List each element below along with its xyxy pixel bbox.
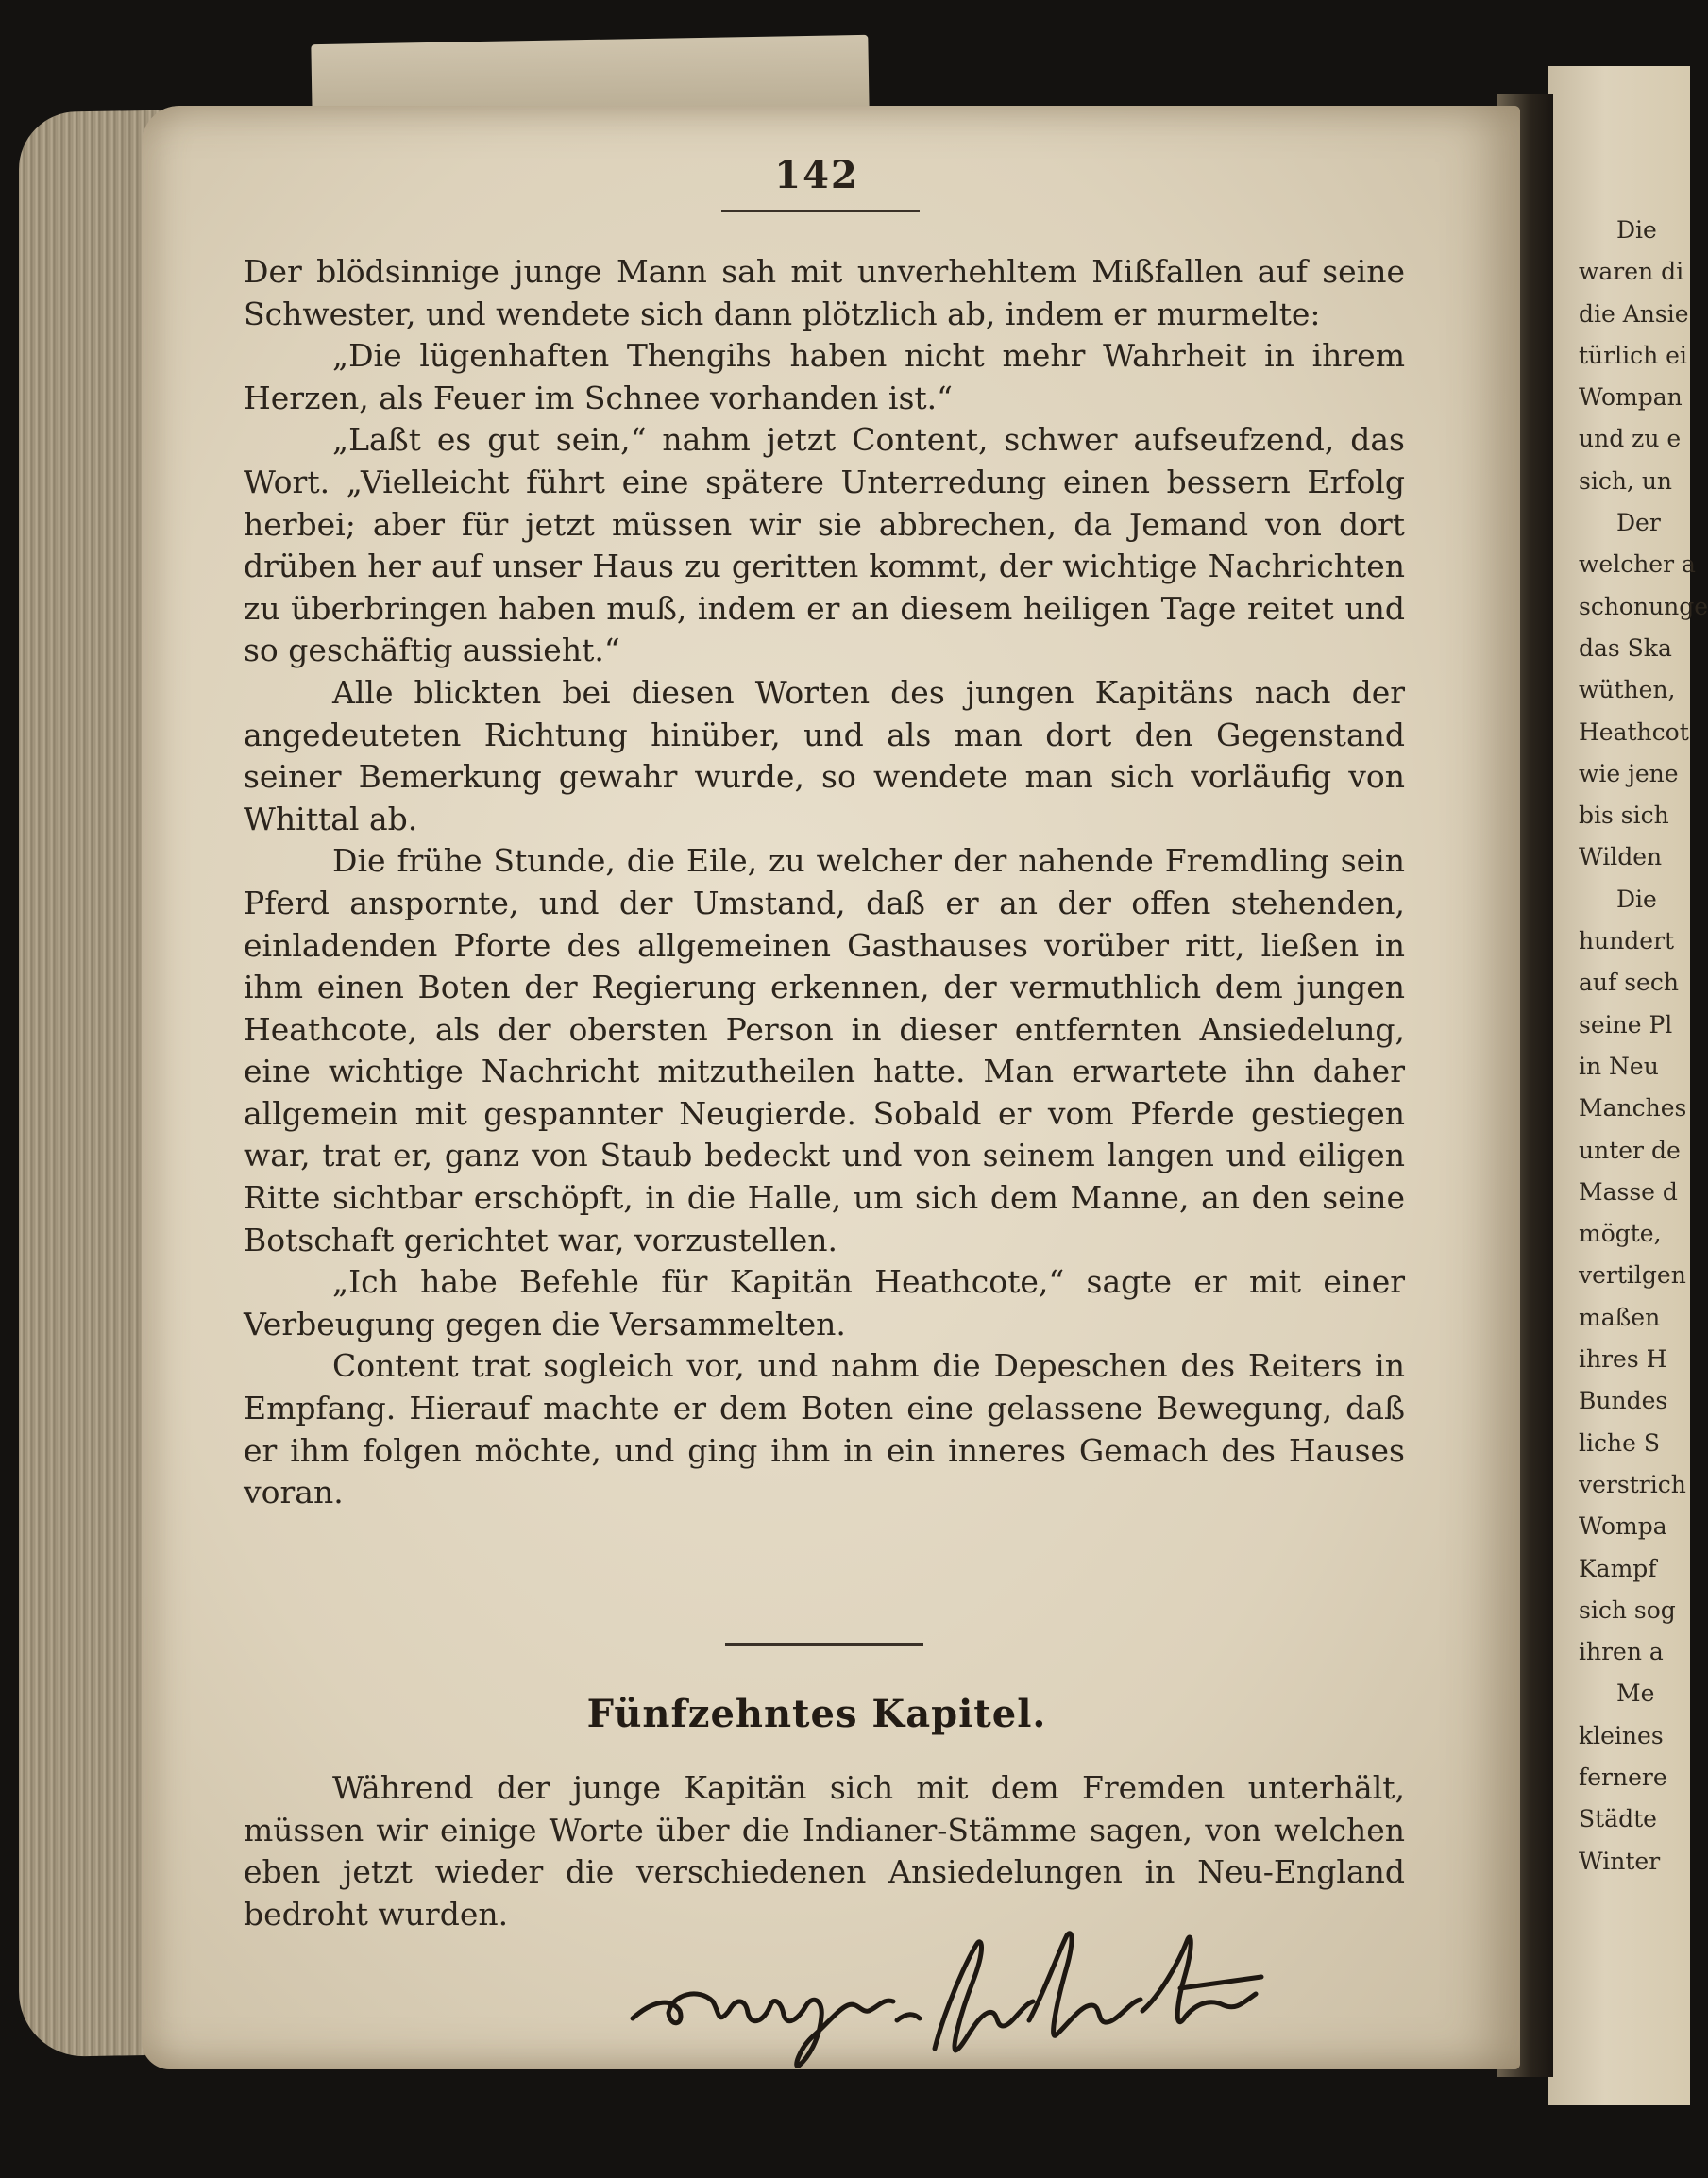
right-line: waren di [1579,258,1684,286]
chapter-title: Fünfzehntes Kapitel. [586,1692,1047,1736]
body-text [244,251,1405,1514]
paragraph: Content trat sogleich vor, und nahm die Depeschen des Reiters in Empfang. Hierauf machte er dem Boten eine gelassene Bewegung, daß er ihm folgen möchte, und ging ihm in ein inneres Gemach des Hauses voran. [244,1347,1405,1511]
paragraph: „Ich habe Befehle für Kapitän Heathcote,“ sagte er mit einer Verbeugung gegen die Versammelten. [244,1263,1405,1342]
paragraph: Die frühe Stunde, die Eile, zu welcher der nahende Fremdling sein Pferd anspornte, und der Umstand, daß er an der offen stehenden, einladenden Pforte des allgemeinen Gasthauses vorüber ritt, ließen in ihm einen Boten der Regierung erkennen, der vermuthlich dem jungen Heathcote, als der obersten Person in dieser entfernten Ansiedelung, eine wichtige Nachricht mitzutheilen hatte. Man erwartete ihn daher allgemein mit gespannter Neugierde. Sobald er vom Pferde gestiegen war, trat er, ganz von Staub bedeckt und von seinem langen und eiligen Ritte sichtbar erschöpft, in die Halle, um sich dem Manne, an den seine Botschaft gerichtet war, vorzustellen. [244,842,1405,1258]
right-line: Wompa [1579,1512,1667,1541]
right-page-column [1579,210,1708,1883]
right-line: sich sog [1579,1596,1676,1624]
page-number: 142 [774,153,859,197]
right-line: Wilden [1579,843,1663,871]
right-line: Die [1616,885,1657,913]
right-line: vertilgen [1579,1261,1686,1290]
right-page [1548,66,1708,2105]
right-line: Winter [1579,1847,1661,1875]
right-line: das Ska [1579,633,1672,662]
right-line: ihren a [1579,1638,1664,1666]
right-line: fernere [1579,1763,1667,1791]
right-line: Manches [1579,1094,1687,1123]
chapter-divider [725,1643,923,1646]
right-line: mögte, [1579,1220,1662,1248]
right-line: wie jene [1579,759,1679,787]
right-line: türlich ei [1579,341,1687,369]
right-line: sich, un [1579,466,1673,495]
paragraph: „Die lügenhaften Thengihs haben nicht mehr Wahrheit in ihrem Herzen, als Feuer im Schnee vorhanden ist.“ [244,337,1405,416]
right-line: Städte [1579,1805,1657,1833]
header-rule [721,210,920,212]
right-line: auf sech [1579,969,1679,997]
right-line: bis sich [1579,802,1669,830]
right-line: ihres H [1579,1345,1667,1374]
right-line: welcher a [1579,550,1696,579]
right-line: Masse d [1579,1177,1678,1206]
paragraph: „Laßt es gut sein,“ nahm jetzt Content, schwer aufseufzend, das Wort. „Vielleicht führt eine spätere Unterredung einen bessern Erfolg herbei; aber für jetzt müssen wir sie abbrechen, da Jemand von dort drüben her auf unser Haus zu geritten kommt, der wichtige Nachrichten zu überbringen haben muß, indem er an diesem heiligen Tage reitet und so geschäftig aussieht.“ [244,421,1405,669]
right-line: Der [1616,509,1661,537]
paragraph: Alle blickten bei diesen Worten des jungen Kapitäns nach der angedeuteten Richtung hinüber, und als man dort den Gegenstand seiner Bemerkung gewahr wurde, so wendete man sich vorläufig von Whittal ab. [244,673,1405,837]
right-line: seine Pl [1579,1010,1673,1038]
right-line: kleines [1579,1721,1664,1749]
right-line: Wompan [1579,383,1683,412]
right-line: in Neu [1579,1052,1659,1080]
right-line: Heathcot [1579,718,1689,746]
paragraph: Der blödsinnige junge Mann sah mit unverhehltem Mißfallen auf seine Schwester, und wendete sich dann plötzlich ab, indem er murmelte: [244,253,1405,332]
paragraph: Während der junge Kapitän sich mit dem Fremden unterhält, müssen wir einige Worte über die Indianer-Stämme sagen, von welchen eben jetzt wieder die verschiedenen Ansiedelungen in Neu-England bedroht wurden. [244,1769,1405,1933]
right-line: hundert [1579,927,1675,955]
right-line: und zu e [1579,425,1682,453]
handwritten-signature [614,1907,1294,2077]
right-line: Die [1616,216,1657,244]
right-line: unter de [1579,1136,1681,1164]
right-line: Me [1616,1680,1655,1708]
right-line: die Ansie [1579,299,1689,328]
right-line: Kampf [1579,1554,1657,1582]
right-line: wüthen, [1579,676,1676,704]
right-line: maßen [1579,1303,1661,1331]
right-line: liche S [1579,1428,1660,1457]
right-line: schonunge [1579,592,1708,620]
right-line: verstrich [1579,1470,1686,1498]
page-edges [19,110,161,2058]
right-line: Bundes [1579,1387,1668,1415]
